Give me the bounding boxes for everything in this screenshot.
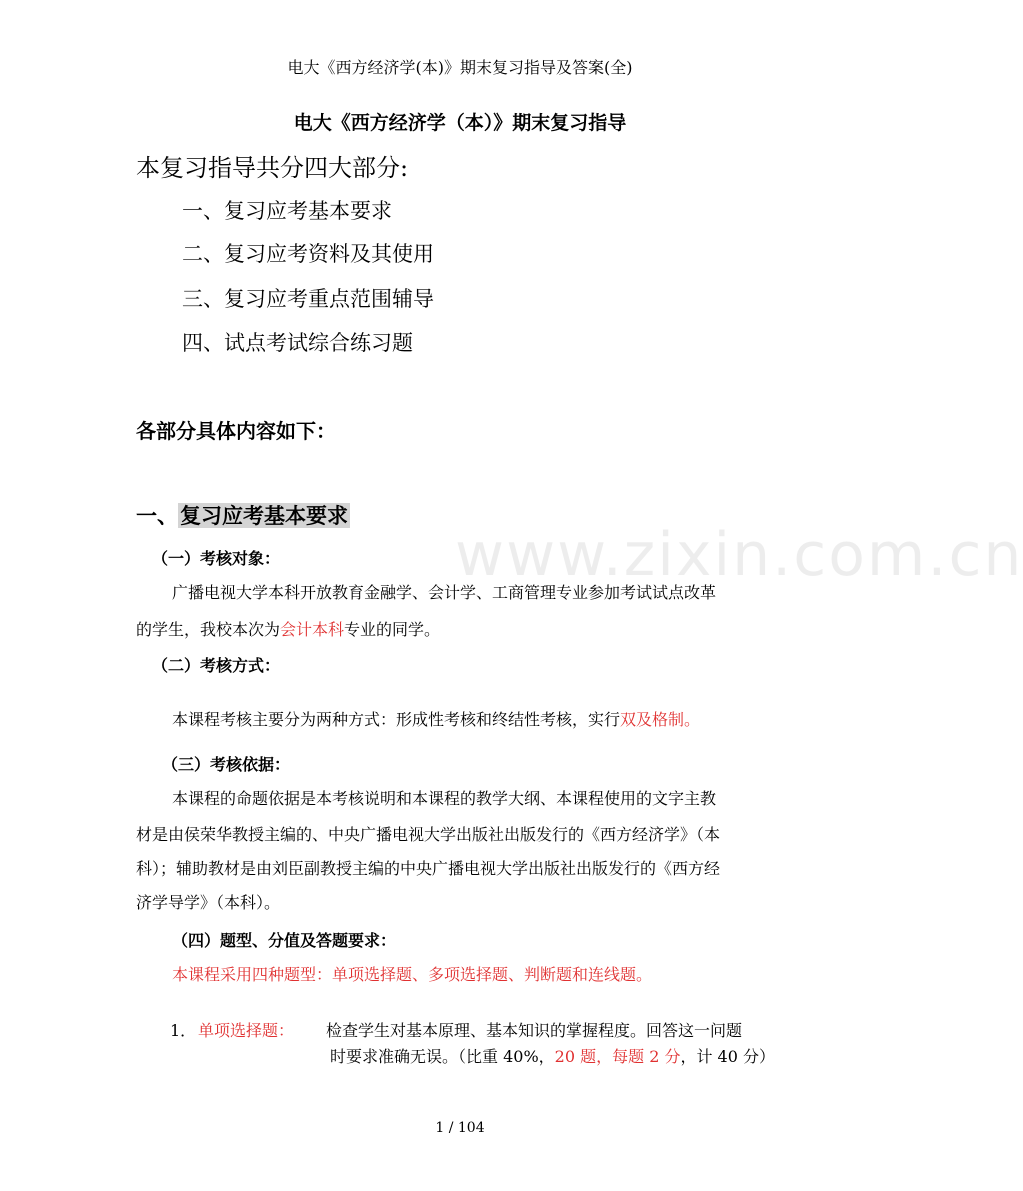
s1-line-2-red: 会计本科 [280,620,345,639]
s1-line-2-post: 专业的同学。 [344,620,441,639]
intro-text: 本复习指导共分四大部分: [136,154,409,182]
item-1-number: 1． [170,1021,197,1040]
s2-heading: （二）考核方式： [152,656,281,675]
page-header: 电大《西方经济学(本)》期末复习指导及答案(全) [287,58,633,77]
document-title: 电大《西方经济学（本）》期末复习指导 [293,112,627,134]
item-1-line-2-pre: 时要求准确无误。（比重 40%， [330,1047,555,1066]
s1-heading: （一）考核对象： [152,549,281,568]
section-1-title: 复习应考基本要求 [180,503,348,528]
toc-item-1: 一、复习应考基本要求 [182,199,392,223]
item-1-line-2-post: ，计 40 分） [680,1047,776,1066]
page-number: 1 / 104 [435,1120,485,1136]
s3-line-1: 本课程的命题依据是本考核说明和本课程的教学大纲、本课程使用的文字主教 [172,789,717,808]
toc-item-4: 四、试点考试综合练习题 [182,331,413,355]
s3-line-2: 材是由侯荣华教授主编的、中央广播电视大学出版社出版发行的《西方经济学》（本 [136,825,721,844]
s4-heading: （四）题型、分值及答题要求： [172,931,397,950]
item-1-label: 单项选择题： [198,1021,295,1040]
s3-line-3: 科）；辅助教材是由刘臣副教授主编的中央广播电视大学出版社出版发行的《西方经 [136,859,721,878]
s4-red-line: 本课程采用四种题型：单项选择题、多项选择题、判断题和连线题。 [172,965,653,984]
s3-heading: （三）考核依据： [162,755,291,774]
item-1-line-1: 检查学生对基本原理、基本知识的掌握程度。回答这一问题 [326,1021,743,1040]
item-1-line-2-red: 20 题，每题 2 分 [554,1047,681,1066]
s1-line-2-pre: 的学生，我校本次为 [136,620,281,639]
s2-line [172,707,700,730]
s2-line-red: 双及格制。 [620,710,701,729]
section-1-heading [136,500,350,530]
s3-line-4: 济学导学》（本科）。 [136,893,281,912]
s1-line-1: 广播电视大学本科开放教育金融学、会计学、工商管理专业参加考试试点改革 [172,583,717,602]
s2-line-pre: 本课程考核主要分为两种方式：形成性考核和终结性考核，实行 [172,710,621,729]
toc-item-3: 三、复习应考重点范围辅导 [182,287,434,311]
watermark: www.zixin.com.cn [455,520,1023,590]
s1-line-2 [136,617,440,640]
section-1-prefix: 一、 [136,503,178,528]
sub-heading: 各部分具体内容如下： [136,419,336,443]
item-1-line-2 [330,1044,775,1067]
toc-item-2: 二、复习应考资料及其使用 [182,242,434,266]
